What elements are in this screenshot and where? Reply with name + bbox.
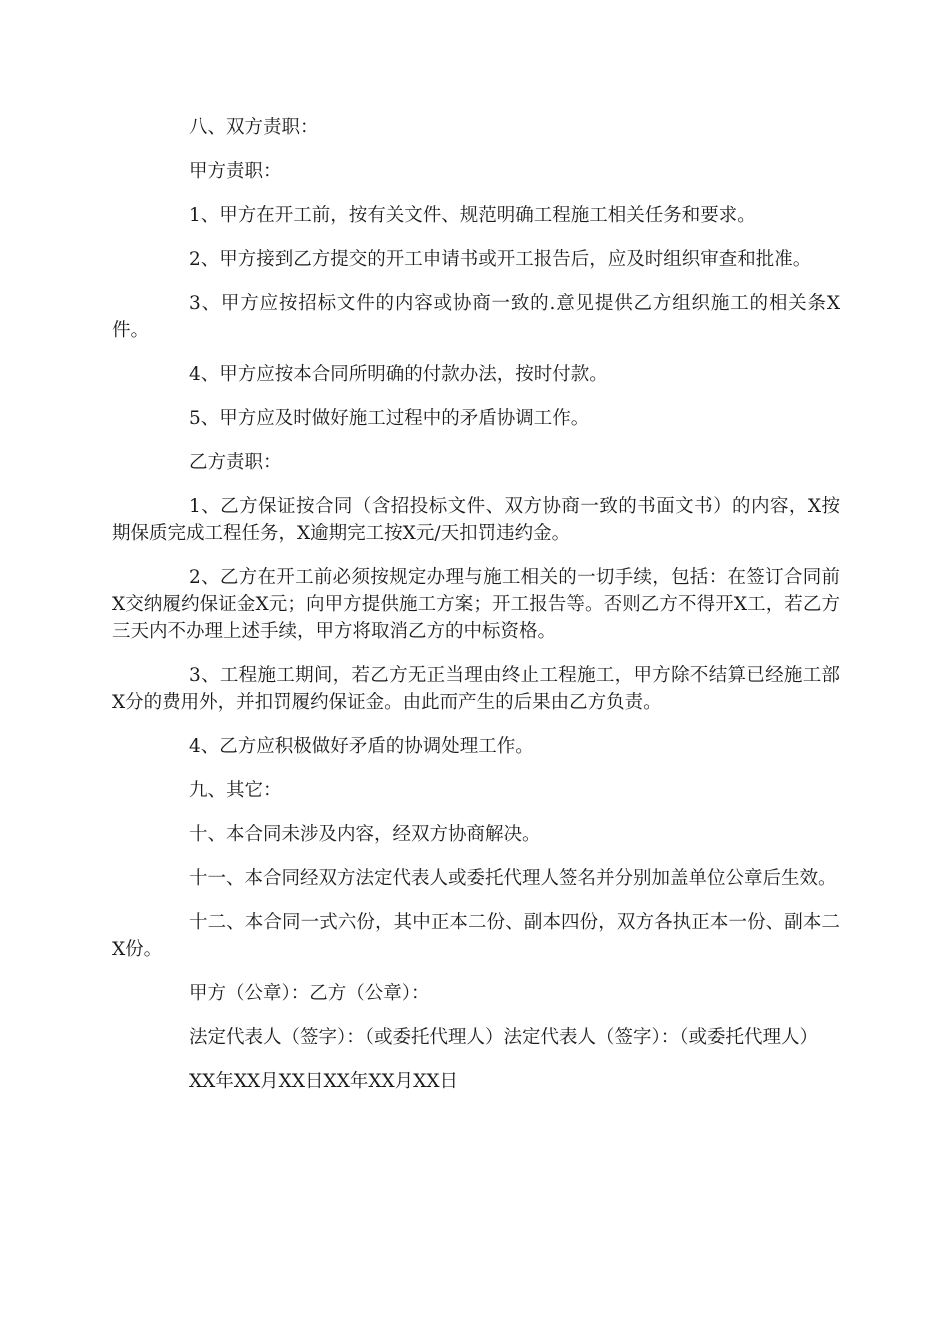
section-heading-other: 九、其它： [189,780,282,801]
party-b-clause-3: 3、工程施工期间，若乙方无正当理由终止工程施工，甲方除不结算已经施工部X分的费用外，并扣罚履约保证金。由此而产生的后果由乙方负责。 [112,665,840,713]
section-12: 十二、本合同一式六份，其中正本二份、副本四份，双方各执正本一份、副本二X份。 [112,912,840,960]
party-a-clause-2: 2、甲方接到乙方提交的开工申请书或开工报告后，应及时组织审查和批准。 [189,249,812,270]
party-a-heading: 甲方责职： [189,161,282,182]
party-b-clause-1: 1、乙方保证按合同（含招投标文件、双方协商一致的书面文书）的内容，X按期保质完成工程任务，X逾期完工按X元/天扣罚违约金。 [112,496,840,544]
section-10: 十、本合同未涉及内容，经双方协商解决。 [189,824,541,845]
party-a-clause-5: 5、甲方应及时做好施工过程中的矛盾协调工作。 [189,408,590,429]
section-heading-responsibilities: 八、双方责职： [189,117,319,138]
party-b-heading: 乙方责职： [189,452,282,473]
party-a-clause-4: 4、甲方应按本合同所明确的付款办法，按时付款。 [189,364,608,385]
party-a-clause-1: 1、甲方在开工前，按有关文件、规范明确工程施工相关任务和要求。 [189,205,756,226]
party-b-clause-4: 4、乙方应积极做好矛盾的协调处理工作。 [189,736,534,757]
party-a-clause-3: 3、甲方应按招标文件的内容或协商一致的.意见提供乙方组织施工的相关条X件。 [112,293,840,341]
seal-line: 甲方（公章）：乙方（公章）： [189,983,430,1004]
date-line: XX年XX月XX日XX年XX月XX日 [189,1071,459,1092]
document-body [112,114,840,1112]
party-b-clause-2: 2、乙方在开工前必须按规定办理与施工相关的一切手续，包括：在签订合同前X交纳履约保证金X元；向甲方提供施工方案；开工报告等。否则乙方不得开X工，若乙方三天内不办理上述手续，甲方将取消乙方的中标资格。 [112,567,840,642]
section-11: 十一、本合同经双方法定代表人或委托代理人签名并分别加盖单位公章后生效。 [189,868,837,889]
signature-line: 法定代表人（签字）：（或委托代理人）法定代表人（签字）：（或委托代理人） [189,1027,819,1048]
